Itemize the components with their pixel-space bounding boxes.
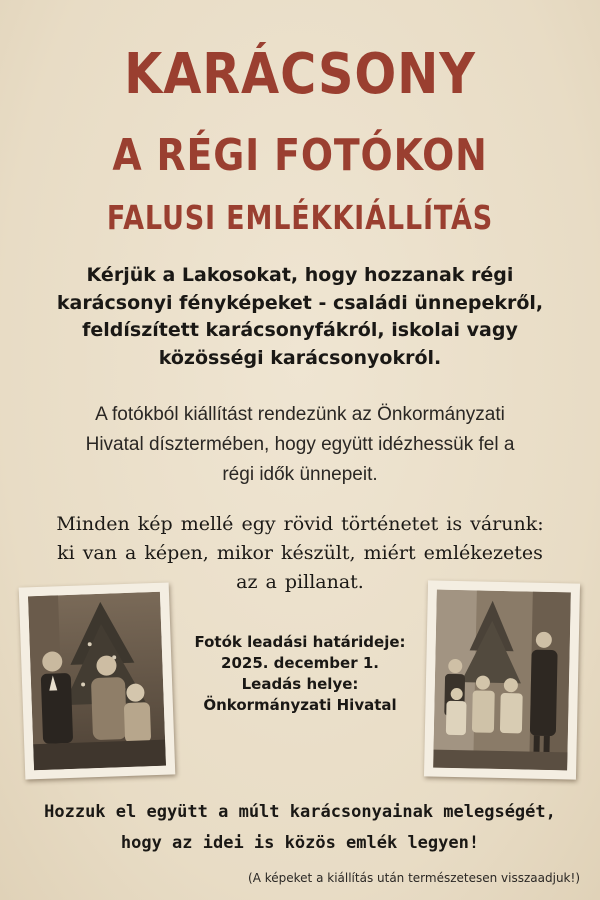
request-line: közösségi karácsonyokról.	[158, 346, 442, 369]
exhibition-paragraph	[20, 400, 580, 490]
request-line: Kérjük a Lakosokat, hogy hozzanak régi	[86, 264, 514, 286]
story-line: ki van a képen, mikor készült, miért emlékezetes	[57, 542, 543, 564]
request-line: feldíszített karácsonyfákról, iskolai vagy	[82, 319, 518, 341]
exhibition-line: A fotókból kiállítást rendezünk az Önkormányzati	[95, 404, 505, 425]
family-photo-image	[28, 592, 166, 771]
children-photo-image	[433, 590, 571, 771]
closing-line: Hozzuk el együtt a múlt karácsonyainak melegségét,	[44, 802, 556, 822]
deadline-date: 2025. december 1.	[221, 654, 379, 672]
children-christmas-photo	[424, 580, 580, 779]
return-note: (A képeket a kiállítás után természetesen visszaadjuk!)	[248, 871, 580, 885]
closing-message	[20, 797, 580, 859]
exhibition-line: régi idők ünnepeit.	[222, 464, 378, 485]
subtitle: FALUSI EMLÉKKIÁLLÍTÁS	[106, 198, 494, 237]
deadline-label: Fotók leadási határideje:	[194, 633, 406, 651]
place-value: Önkormányzati Hivatal	[203, 696, 397, 714]
title-line-1: KARÁCSONY	[124, 42, 476, 107]
exhibition-line: Hivatal dísztermében, hogy együtt idézhessük fel a	[85, 434, 515, 455]
place-label: Leadás helye:	[241, 675, 359, 693]
request-paragraph	[30, 262, 570, 372]
title-line-2: A RÉGI FOTÓKON	[112, 130, 488, 181]
deadline-block	[170, 632, 430, 716]
family-christmas-photo	[19, 582, 176, 779]
story-line: Minden kép mellé egy rövid történetet is várunk:	[56, 513, 544, 535]
story-line: az a pillanat.	[236, 571, 364, 593]
request-line: karácsonyi fényképeket - családi ünnepekről,	[56, 291, 544, 314]
closing-line: hogy az idei is közös emlék legyen!	[120, 833, 480, 853]
